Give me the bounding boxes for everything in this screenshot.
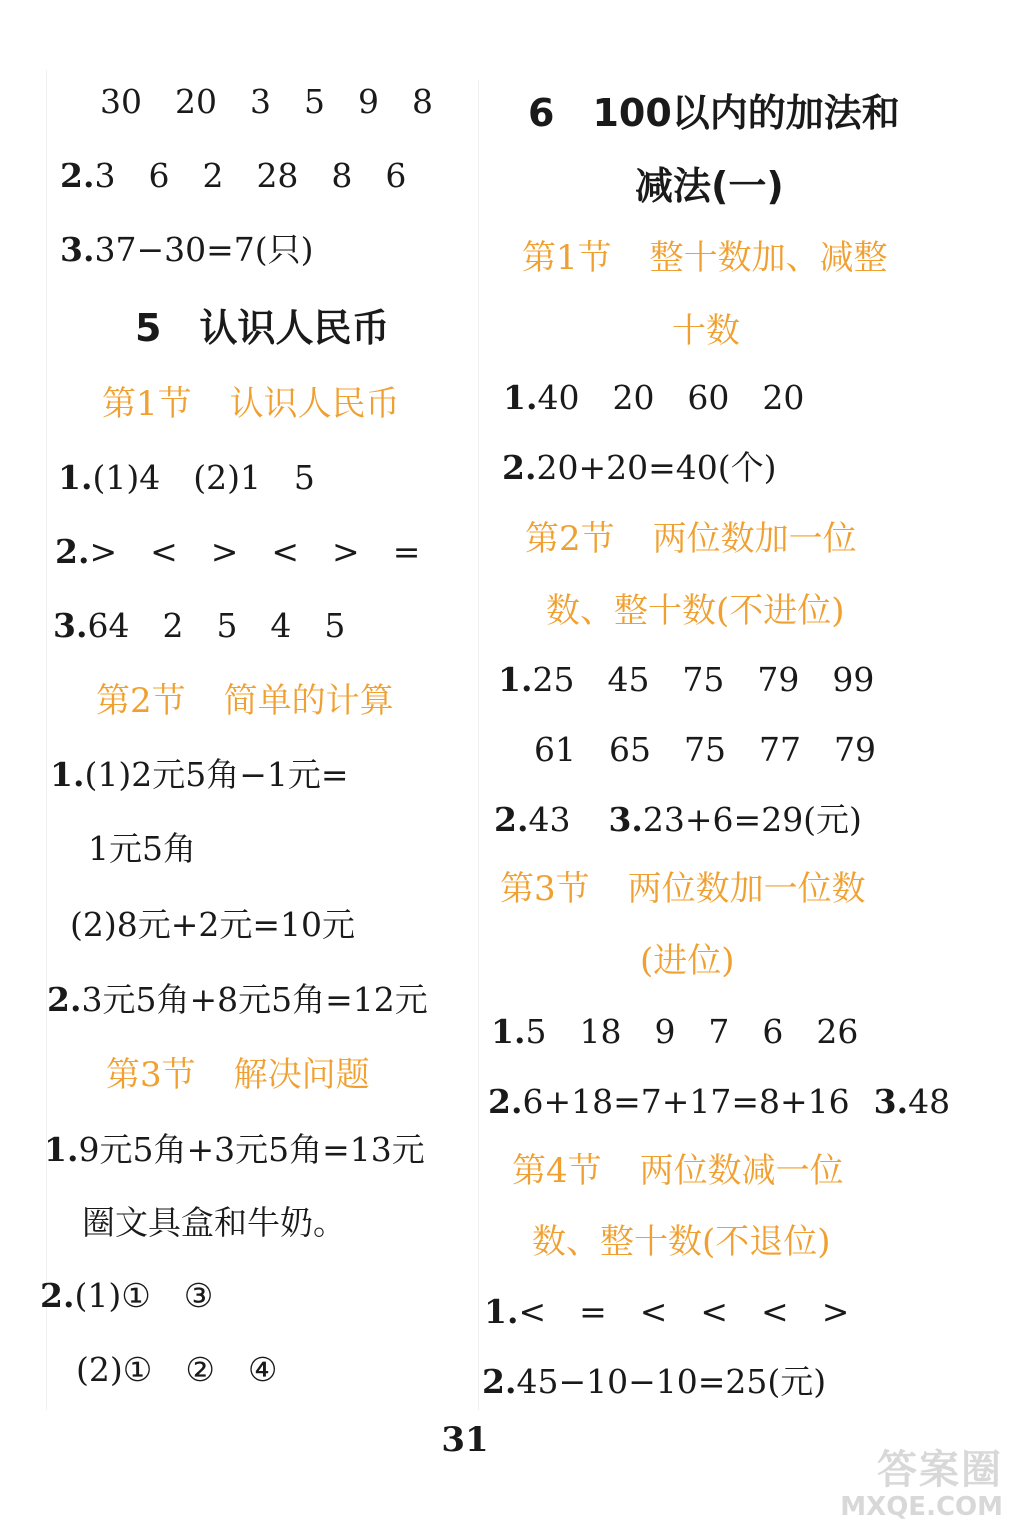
answer-line: 30 20 3 5 9 8 [100, 82, 433, 121]
section-title: 第3节 解决问题 [106, 1055, 370, 1095]
watermark-text: 答案圈 [877, 1447, 1003, 1493]
answer-line: 1元5角 [88, 829, 196, 868]
answer-line: 1.< = < < < > [484, 1292, 850, 1331]
section-title: 第1节 认识人民币 [102, 384, 400, 424]
answer-line: 3.64 2 5 4 5 [53, 606, 346, 645]
answer-line: 2.(1)① ③ [40, 1276, 214, 1315]
page-number: 31 [441, 1420, 489, 1460]
unit-title-cont: 减法(一) [635, 164, 784, 208]
answer-line: 1.(1)2元5角−1元= [50, 755, 349, 794]
section-title: 第3节 两位数加一位数 [500, 869, 866, 909]
answer-line: (2)8元+2元=10元 [70, 905, 356, 944]
answer-line: 1.5 18 9 7 6 26 [491, 1012, 859, 1051]
watermark-logo [823, 1448, 1003, 1528]
answer-line: 1.(1)4 (2)1 5 [58, 458, 315, 497]
section-title: 第2节 两位数加一位 [525, 519, 857, 559]
answer-line: 圈文具盒和牛奶。 [82, 1203, 346, 1242]
section-title-cont: 数、整十数(不退位) [532, 1222, 831, 1262]
answer-line: 2.45−10−10=25(元) [482, 1362, 827, 1401]
unit-title: 5 认识人民币 [135, 306, 390, 350]
answer-line: 2.3元5角+8元5角=12元 [47, 980, 428, 1019]
answer-line: 1.25 45 75 79 99 [498, 660, 875, 699]
section-title-cont: 十数 [672, 311, 740, 351]
answer-line: 3.37−30=7(只) [60, 230, 314, 269]
watermark-url: MXQE.COM [840, 1492, 1003, 1522]
section-title-cont: 数、整十数(不进位) [546, 591, 845, 631]
section-title-cont: (进位) [640, 941, 735, 981]
column-divider [478, 80, 479, 1410]
answer-line: 2.43 3.23+6=29(元) [494, 800, 862, 839]
answer-line: 2.> < > < > = [55, 532, 421, 571]
section-title: 第1节 整十数加、减整 [522, 238, 888, 278]
answer-line: (2)① ② ④ [76, 1350, 278, 1389]
section-title: 第2节 简单的计算 [96, 681, 394, 721]
section-title: 第4节 两位数减一位 [512, 1151, 844, 1191]
answer-line: 61 65 75 77 79 [534, 730, 876, 769]
answer-line: 1.40 20 60 20 [503, 378, 805, 417]
left-edge-line [46, 70, 47, 1410]
answer-line: 2.6+18=7+17=8+16 3.48 [488, 1082, 951, 1121]
answer-line: 2.20+20=40(个) [502, 448, 777, 487]
unit-title: 6 100以内的加法和 [528, 91, 900, 135]
answer-line: 1.9元5角+3元5角=13元 [44, 1130, 425, 1169]
answer-line: 2.3 6 2 28 8 6 [60, 156, 407, 195]
